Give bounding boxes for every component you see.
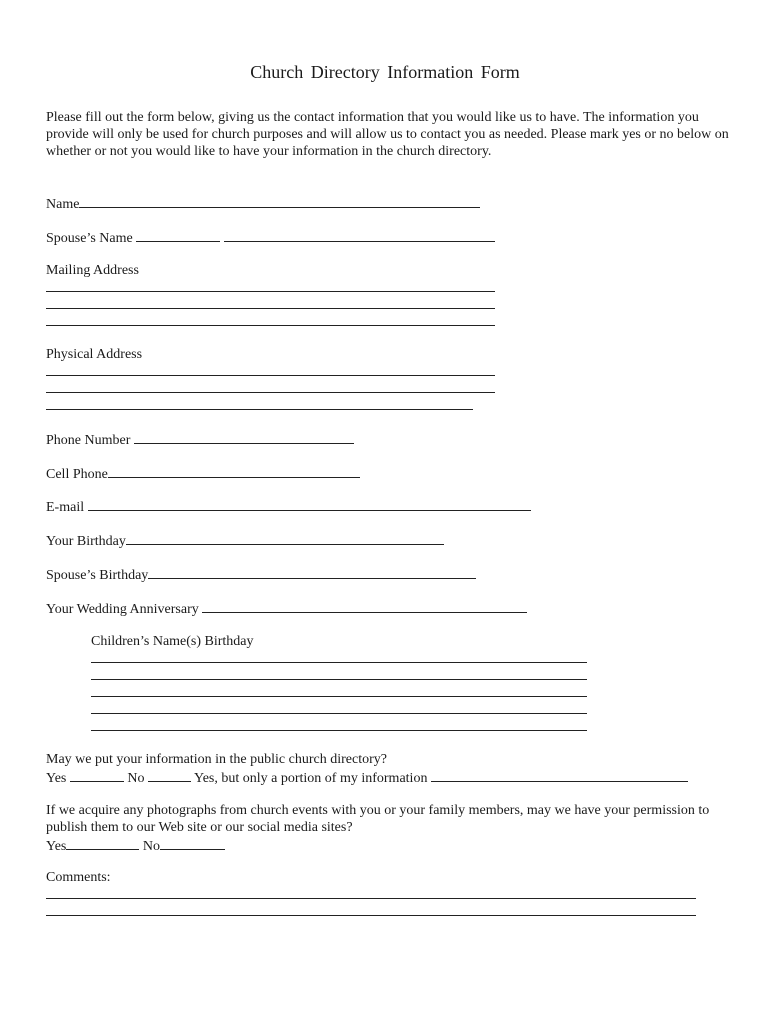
spouse-name-row	[46, 228, 495, 247]
spouse-name-label: Spouse’s Name	[46, 231, 133, 246]
directory-partial-label: Yes, but only a portion of my information	[193, 771, 428, 786]
physical-address-line-3[interactable]	[46, 409, 473, 410]
children-line-4[interactable]	[91, 713, 587, 714]
spouse-birthday-label: Spouse’s Birthday	[46, 568, 149, 583]
directory-yes-field[interactable]	[70, 768, 124, 782]
children-label: Children’s Name(s) Birthday	[91, 634, 254, 649]
directory-yes-label: Yes	[46, 771, 67, 786]
email-row	[46, 497, 531, 516]
page-title: Church Directory Information Form	[250, 62, 520, 82]
mailing-address-label: Mailing Address	[46, 263, 139, 278]
phone-number-label: Phone Number	[46, 433, 131, 448]
cell-phone-label: Cell Phone	[46, 467, 108, 482]
wedding-anniversary-field[interactable]	[202, 599, 527, 613]
physical-address-label: Physical Address	[46, 347, 143, 362]
directory-no-label: No	[127, 771, 145, 786]
name-label: Name	[46, 197, 80, 212]
your-birthday-row	[46, 531, 444, 550]
your-birthday-label: Your Birthday	[46, 534, 126, 549]
mailing-address-line-1[interactable]	[46, 291, 495, 292]
phone-number-field[interactable]	[134, 430, 354, 444]
photos-yes-field[interactable]	[66, 836, 139, 850]
cell-phone-field[interactable]	[108, 464, 360, 478]
children-line-2[interactable]	[91, 679, 587, 680]
email-label: E-mail	[46, 500, 85, 515]
spouse-last-name-field[interactable]	[224, 228, 495, 242]
wedding-anniversary-label: Your Wedding Anniversary	[46, 602, 199, 617]
directory-no-field[interactable]	[148, 768, 191, 782]
photos-answer-row	[46, 836, 225, 855]
phone-number-row	[46, 430, 354, 449]
mailing-address-line-2[interactable]	[46, 308, 495, 309]
comments-label: Comments:	[46, 870, 111, 885]
comments-line-2[interactable]	[46, 915, 696, 916]
wedding-anniversary-row	[46, 599, 527, 618]
email-field[interactable]	[88, 497, 531, 511]
mailing-address-line-3[interactable]	[46, 325, 495, 326]
spouse-first-name-field[interactable]	[136, 228, 220, 242]
name-field[interactable]	[79, 194, 480, 208]
cell-phone-row	[46, 464, 360, 483]
intro-paragraph: Please fill out the form below, giving us the contact information that you would like us to have. The information you provide will only be used for church purposes and will allow us to contact you as needed. Please mark yes or no below on whether or not you would like to have your information in the church directory.	[46, 110, 729, 159]
children-line-5[interactable]	[91, 730, 587, 731]
spouse-birthday-field[interactable]	[148, 565, 476, 579]
photos-question: If we acquire any photographs from church events with you or your family members, may we have your permission to publish them to our Web site or our social media sites?	[46, 803, 710, 835]
directory-answer-row	[46, 768, 688, 787]
physical-address-line-2[interactable]	[46, 392, 495, 393]
directory-partial-field[interactable]	[431, 768, 688, 782]
children-line-1[interactable]	[91, 662, 587, 663]
your-birthday-field[interactable]	[126, 531, 444, 545]
photos-no-field[interactable]	[160, 836, 225, 850]
spouse-birthday-row	[46, 565, 476, 584]
physical-address-line-1[interactable]	[46, 375, 495, 376]
comments-line-1[interactable]	[46, 898, 696, 899]
children-line-3[interactable]	[91, 696, 587, 697]
name-row	[46, 194, 480, 213]
photos-yes-label: Yes	[46, 839, 67, 854]
directory-question: May we put your information in the public church directory?	[46, 752, 387, 767]
photos-no-label: No	[142, 839, 160, 854]
